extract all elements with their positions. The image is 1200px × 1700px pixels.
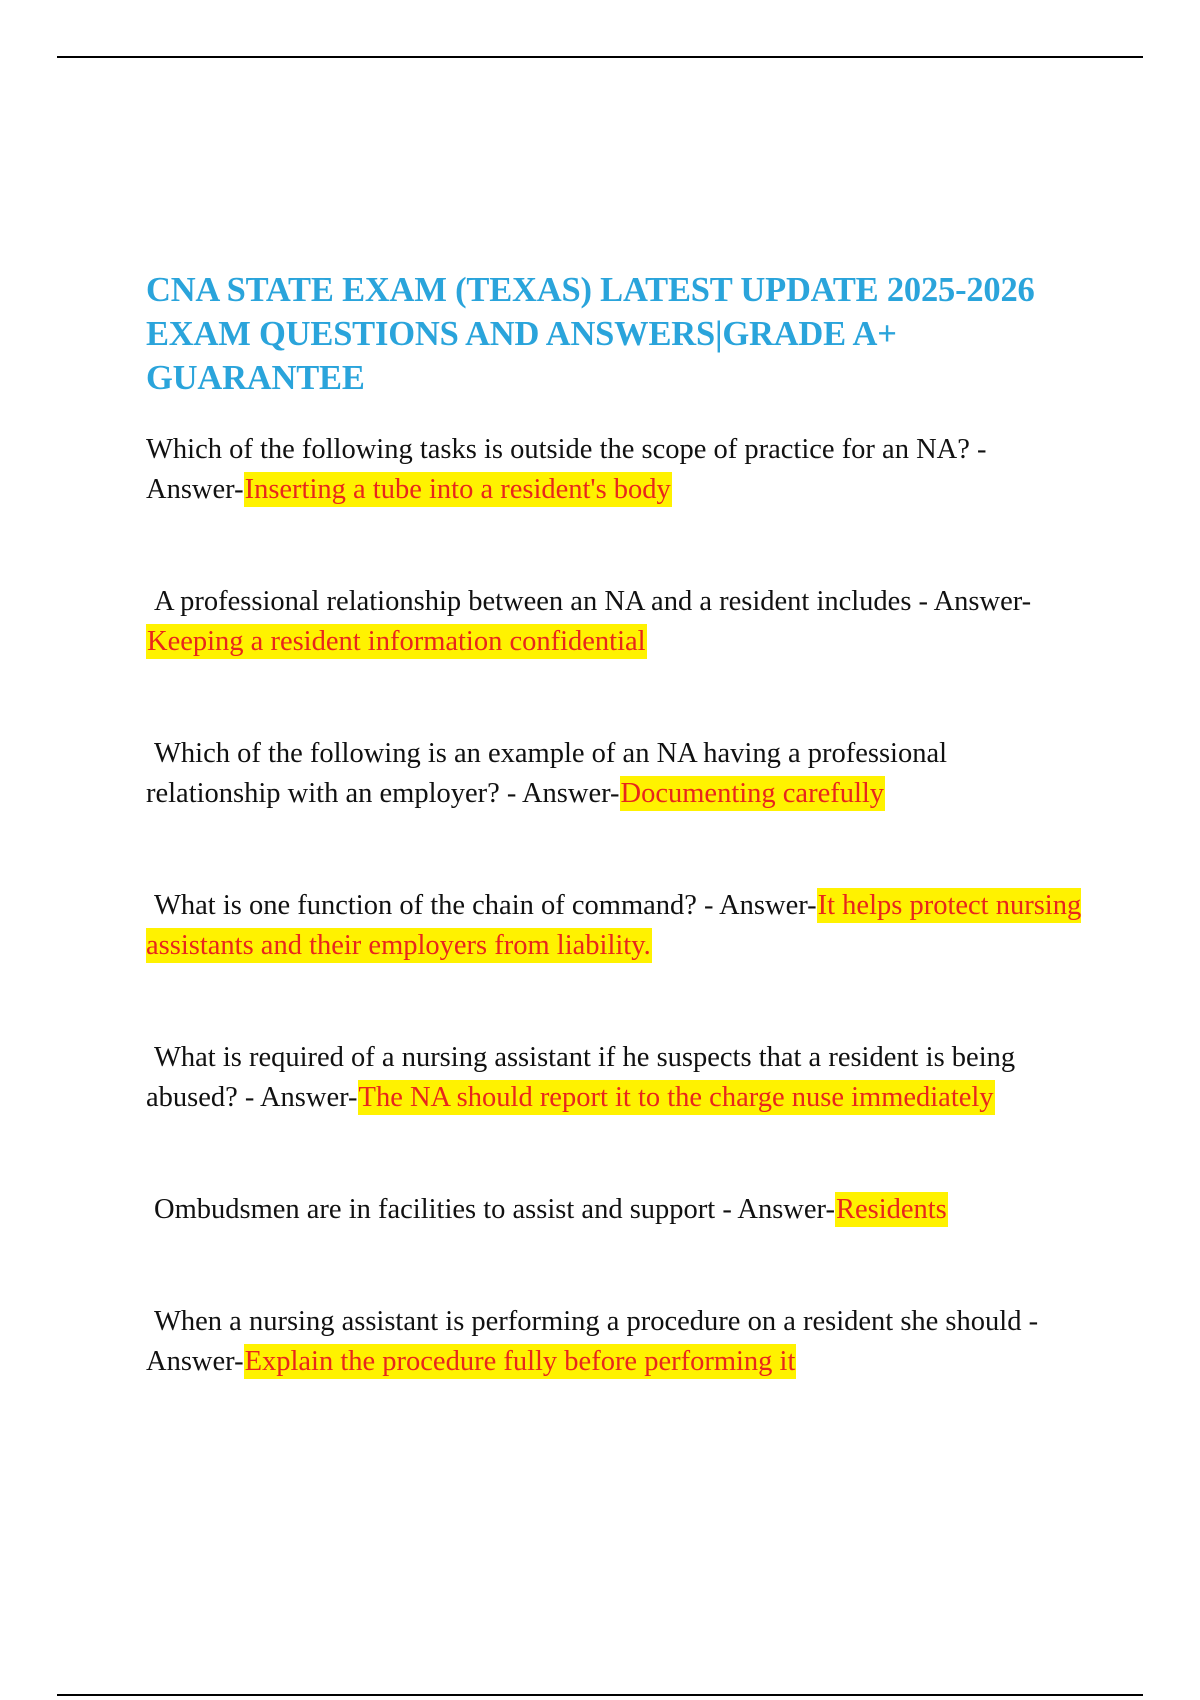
qa-item: [146, 886, 1086, 966]
qa-item: [146, 1190, 1086, 1230]
question-text: Which of the following tasks is outside the scope of practice for an NA?: [146, 434, 970, 465]
question-text: A professional relationship between an NA and a resident includes: [154, 586, 912, 617]
question-text: What is one function of the chain of command?: [154, 890, 697, 921]
answer-label: - Answer-: [237, 1082, 358, 1113]
answer-label: - Answer-: [499, 778, 620, 809]
top-divider: [57, 56, 1143, 58]
answer-highlight: Explain the procedure fully before performing it: [244, 1346, 796, 1377]
qa-item: [146, 1302, 1086, 1382]
document-title: CNA STATE EXAM (TEXAS) LATEST UPDATE 2025-2026 EXAM QUESTIONS AND ANSWERS|GRADE A+ GUARANTEE: [146, 271, 1035, 397]
bottom-divider: [57, 1694, 1143, 1696]
qa-item: [146, 430, 1086, 510]
answer-label: - Answer-: [715, 1194, 835, 1225]
answer-highlight: The NA should report it to the charge nuse immediately: [358, 1082, 994, 1113]
document-body: [146, 268, 1086, 1382]
question-text: Ombudsmen are in facilities to assist and support: [154, 1194, 716, 1225]
answer-label: - Answer-: [146, 434, 987, 505]
answer-highlight: Documenting carefully: [620, 778, 885, 809]
answer-highlight: Inserting a tube into a resident's body: [244, 474, 671, 505]
answer-highlight: Keeping a resident information confidential: [147, 626, 646, 657]
qa-item: [146, 582, 1086, 662]
qa-item: [146, 1038, 1086, 1118]
answer-label: - Answer-: [911, 586, 1032, 617]
answer-highlight: Residents: [835, 1194, 947, 1225]
question-text: What is required of a nursing assistant if he suspects that a resident is being abused?: [146, 1042, 1016, 1113]
question-text: Which of the following is an example of an NA having a professional relationship with an employer?: [146, 738, 948, 809]
answer-label: - Answer-: [146, 1306, 1039, 1377]
question-text: When a nursing assistant is performing a procedure on a resident she should: [154, 1306, 1022, 1337]
answer-highlight: It helps protect nursing assistants and their employers from liability.: [146, 890, 1082, 961]
answer-label: - Answer-: [696, 890, 817, 921]
qa-item: [146, 734, 1086, 814]
